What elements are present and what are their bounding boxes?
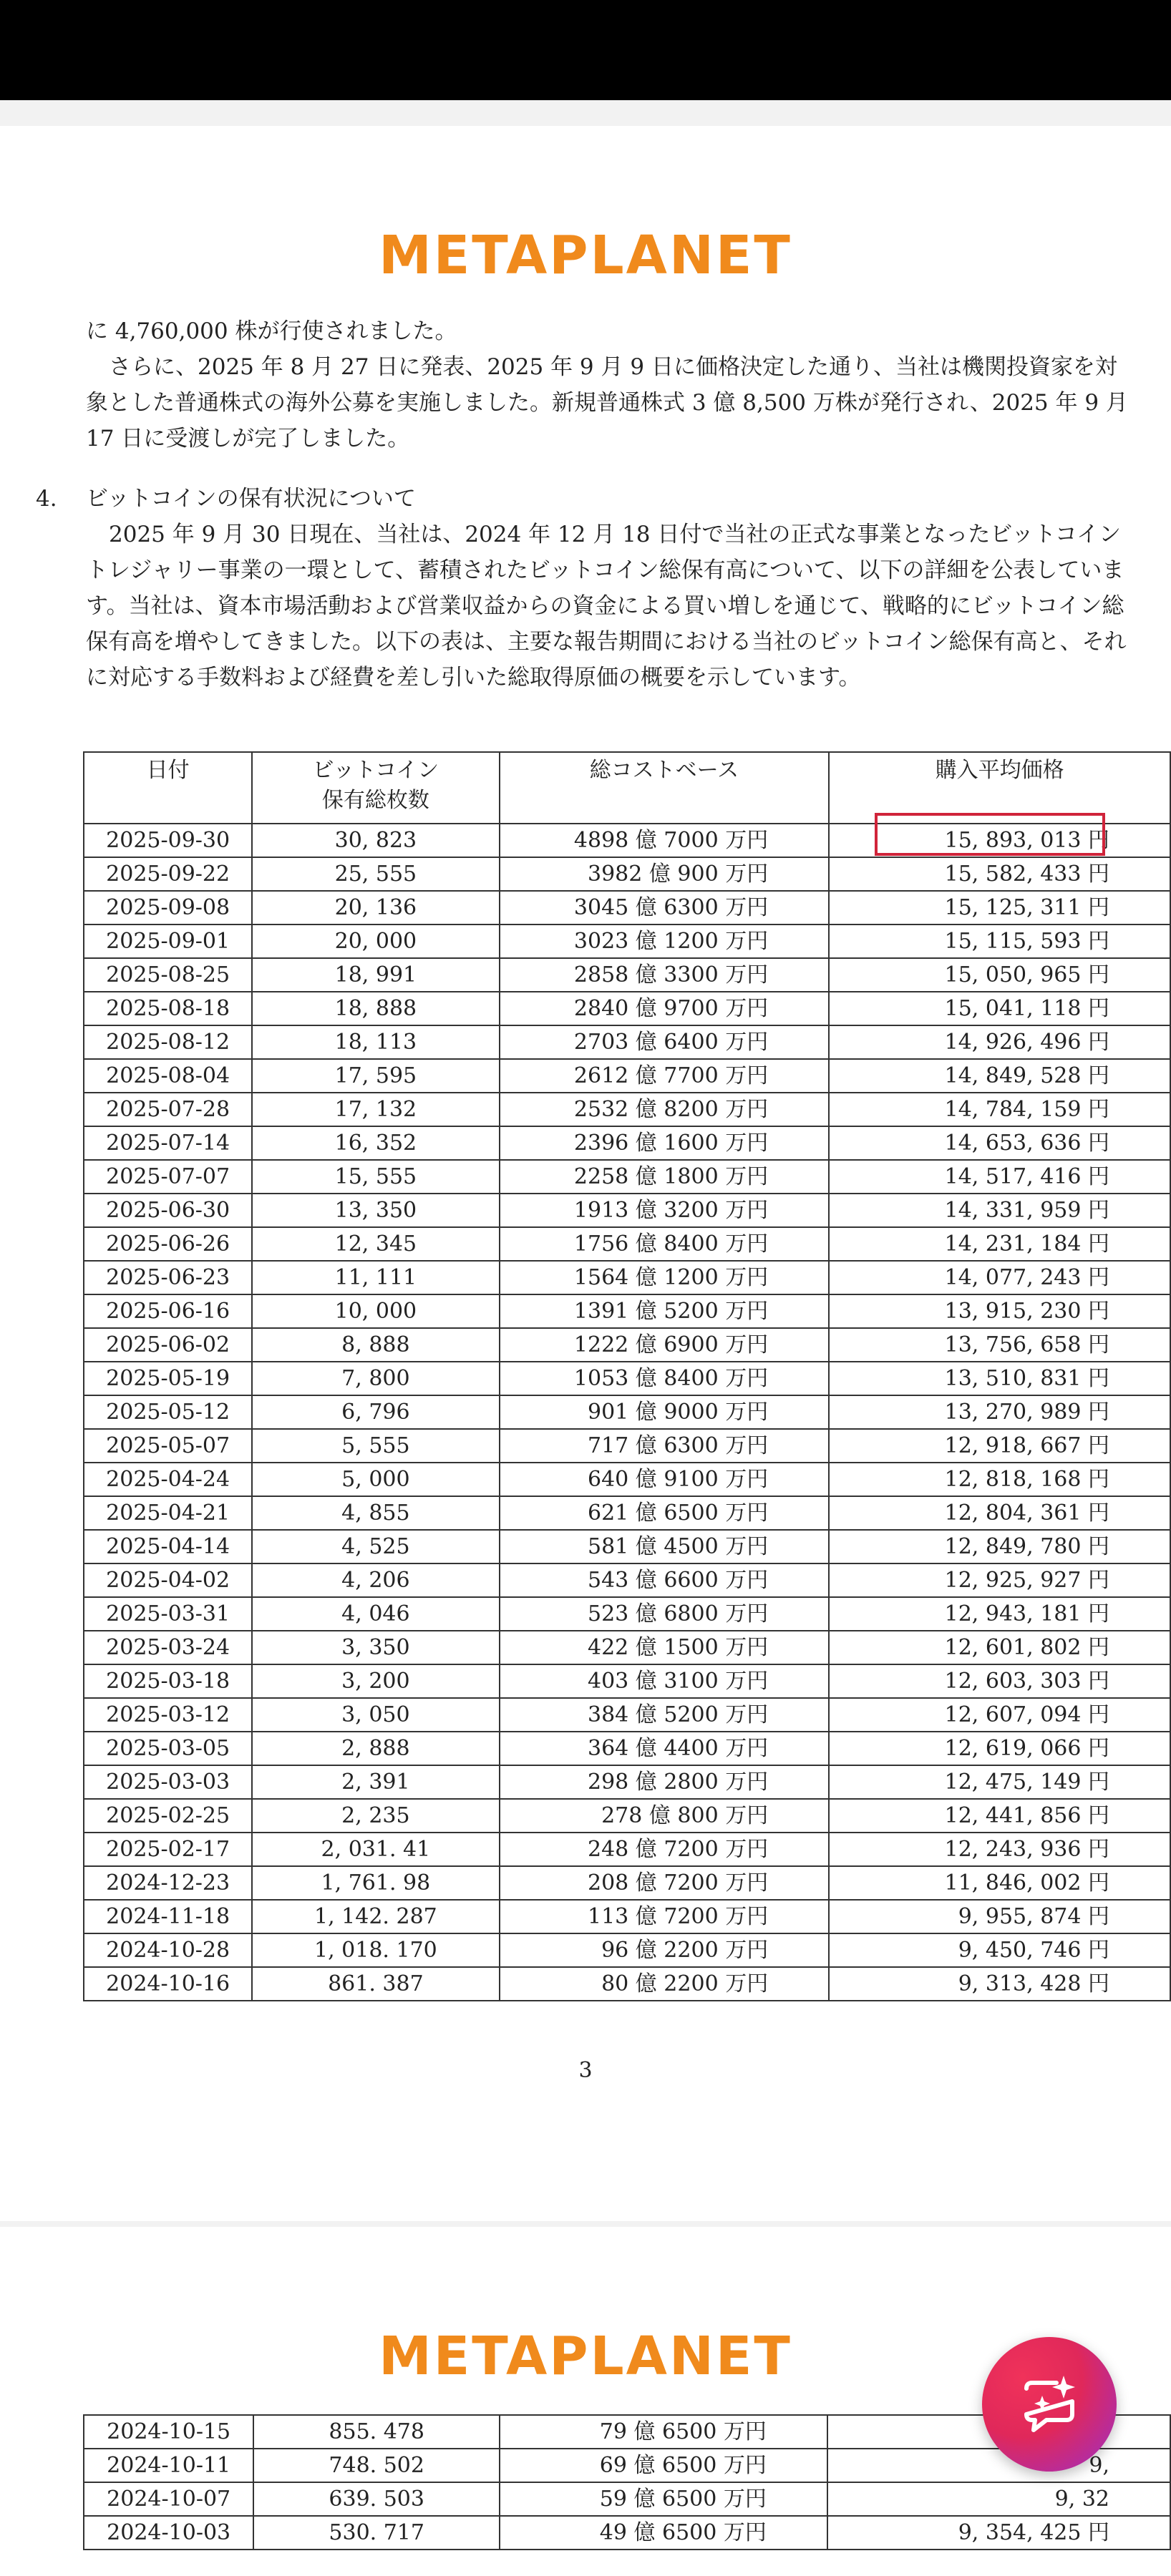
table-row [84, 1294, 1170, 1328]
cell-btc-holdings: 8, 888 [252, 1328, 499, 1362]
table-header-row [84, 752, 1170, 824]
cell-date: 2024-10-16 [84, 1967, 252, 2001]
sparkle-chat-icon [1014, 2368, 1085, 2440]
cell-cost-basis: 2396 億 1600 万円 [500, 1126, 830, 1160]
cell-average-price: 13, 510, 831 円 [829, 1362, 1170, 1395]
cell-btc-holdings: 3, 200 [252, 1664, 499, 1698]
table-row [84, 1261, 1170, 1294]
cell-cost-basis: 1756 億 8400 万円 [500, 1227, 830, 1261]
cell-date: 2025-09-08 [84, 891, 252, 924]
cell-date: 2025-03-12 [84, 1698, 252, 1732]
cell-average-price: 9, 450, 746 円 [829, 1933, 1170, 1967]
cell-average-price: 12, 475, 149 円 [829, 1765, 1170, 1799]
table-row [84, 1631, 1170, 1664]
table-row [84, 1530, 1170, 1563]
cell-average-price: 12, 925, 927 円 [829, 1563, 1170, 1597]
cell-btc-holdings: 20, 136 [252, 891, 499, 924]
table-row [84, 1900, 1170, 1933]
section-title: ビットコインの保有状況について [86, 486, 416, 512]
table-row [84, 1362, 1170, 1395]
cell-btc-holdings: 6, 796 [252, 1395, 499, 1429]
cell-average-price: 12, 243, 936 円 [829, 1833, 1170, 1866]
table-row [84, 1833, 1170, 1866]
cell-cost-basis: 581 億 4500 万円 [500, 1530, 830, 1563]
cell-average-price: 15, 582, 433 円 [829, 857, 1170, 891]
cell-btc-holdings: 18, 991 [252, 958, 499, 992]
cell-cost-basis: 2612 億 7700 万円 [500, 1059, 830, 1093]
cell-average-price: 15, 115, 593 円 [829, 924, 1170, 958]
holdings-paragraph: 2025 年 9 月 30 日現在、当社は、2024 年 12 月 18 日付で当社の正式な事業となったビットコイントレジャリー事業の一環として、蓄積されたビットコイン総保有高について、以下の詳細を公表しています。当社は、資本市場活動および営業収益からの資金による買い増しを通じて、戦略的にビットコイン総保有高を増やしてきました。以下の表は、主要な報告期間における当社のビットコイン総保有高と、それに対応する手数料および経費を差し引いた総取得原価の概要を示しています。 [86, 522, 1127, 691]
table-row [84, 1799, 1170, 1833]
cell-btc-holdings: 3, 350 [252, 1631, 499, 1664]
cell-cost-basis: 113 億 7200 万円 [500, 1900, 830, 1933]
cell-cost-basis: 96 億 2200 万円 [500, 1933, 830, 1967]
cell-btc-holdings: 7, 800 [252, 1362, 499, 1395]
cell-average-price: 12, 804, 361 円 [829, 1496, 1170, 1530]
cell-btc-holdings: 1, 018. 170 [252, 1933, 499, 1967]
cell-average-price: 11, 846, 002 円 [829, 1866, 1170, 1900]
cell-btc-holdings: 2, 235 [252, 1799, 499, 1833]
cell-average-price: 12, 441, 856 円 [829, 1799, 1170, 1833]
cell-average-price: 15, 050, 965 円 [829, 958, 1170, 992]
bitcoin-holdings-table [83, 751, 1171, 2001]
cell-date: 2025-06-26 [84, 1227, 252, 1261]
cell-cost-basis: 80 億 2200 万円 [500, 1967, 830, 2001]
cell-cost-basis: 1391 億 5200 万円 [500, 1294, 830, 1328]
table-row [84, 1463, 1170, 1496]
cell-date: 2025-03-03 [84, 1765, 252, 1799]
cell-average-price: 9, 955, 874 円 [829, 1900, 1170, 1933]
cell-average-price: 9, [827, 2449, 1170, 2482]
cell-average-price: 12, 849, 780 円 [829, 1530, 1170, 1563]
cell-date: 2024-10-03 [84, 2516, 253, 2550]
table-row [84, 924, 1170, 958]
cell-date: 2025-03-05 [84, 1732, 252, 1765]
cell-average-price: 15, 893, 013 円 [829, 824, 1170, 857]
cell-btc-holdings: 4, 046 [252, 1597, 499, 1631]
cell-cost-basis: 3982 億 900 万円 [500, 857, 830, 891]
cell-btc-holdings: 30, 823 [252, 824, 499, 857]
metaplanet-logo-page4: METAPLANET [379, 2326, 792, 2387]
cell-average-price: 14, 517, 416 円 [829, 1160, 1170, 1194]
cell-btc-holdings: 15, 555 [252, 1160, 499, 1194]
cell-average-price: 15, 041, 118 円 [829, 992, 1170, 1025]
cell-average-price: 9, 32 [827, 2482, 1170, 2516]
metaplanet-logo: METAPLANET [379, 225, 792, 286]
cell-date: 2025-08-04 [84, 1059, 252, 1093]
cell-cost-basis: 2858 億 3300 万円 [500, 958, 830, 992]
cell-cost-basis: 1913 億 3200 万円 [500, 1194, 830, 1227]
table-row [84, 1732, 1170, 1765]
cell-cost-basis: 640 億 9100 万円 [500, 1463, 830, 1496]
cell-btc-holdings: 16, 352 [252, 1126, 499, 1160]
cell-date: 2025-09-30 [84, 824, 252, 857]
table-row [84, 1126, 1170, 1160]
cell-date: 2025-03-24 [84, 1631, 252, 1664]
cell-average-price: 15, 125, 311 円 [829, 891, 1170, 924]
cell-btc-holdings: 13, 350 [252, 1194, 499, 1227]
table-row [84, 1160, 1170, 1194]
cell-date: 2024-11-18 [84, 1900, 252, 1933]
cell-btc-holdings: 10, 000 [252, 1294, 499, 1328]
table-row [84, 1025, 1170, 1059]
cell-btc-holdings: 2, 888 [252, 1732, 499, 1765]
table-row [84, 1227, 1170, 1261]
cell-date: 2025-04-21 [84, 1496, 252, 1530]
header-holdings-line1: ビットコイン [312, 758, 439, 783]
cell-cost-basis: 901 億 9000 万円 [500, 1395, 830, 1429]
header-holdings [252, 752, 499, 824]
cell-average-price: 12, 818, 168 円 [829, 1463, 1170, 1496]
cell-date: 2025-07-07 [84, 1160, 252, 1194]
cell-cost-basis: 1564 億 1200 万円 [500, 1261, 830, 1294]
cell-cost-basis: 1053 億 8400 万円 [500, 1362, 830, 1395]
cell-cost-basis: 278 億 800 万円 [500, 1799, 830, 1833]
table-row [84, 1059, 1170, 1093]
cell-date: 2025-08-18 [84, 992, 252, 1025]
table-row [84, 1093, 1170, 1126]
cell-average-price: 13, 270, 989 円 [829, 1395, 1170, 1429]
cell-date: 2025-04-02 [84, 1563, 252, 1597]
header-cost-basis: 総コストベース [500, 752, 830, 824]
cell-average-price: 12, 607, 094 円 [829, 1698, 1170, 1732]
table-row [84, 1194, 1170, 1227]
cell-average-price: 14, 077, 243 円 [829, 1261, 1170, 1294]
cell-date: 2025-07-14 [84, 1126, 252, 1160]
table-row [84, 1563, 1170, 1597]
table-row [84, 992, 1170, 1025]
cell-cost-basis: 2840 億 9700 万円 [500, 992, 830, 1025]
cell-cost-basis: 2532 億 8200 万円 [500, 1093, 830, 1126]
cell-btc-holdings: 861. 387 [252, 1967, 499, 2001]
cell-average-price: 9, 313, 428 円 [829, 1967, 1170, 2001]
cell-date: 2025-05-07 [84, 1429, 252, 1463]
cell-btc-holdings: 2, 031. 41 [252, 1833, 499, 1866]
table-row [84, 1698, 1170, 1732]
cell-btc-holdings: 3, 050 [252, 1698, 499, 1732]
cell-btc-holdings: 12, 345 [252, 1227, 499, 1261]
cell-btc-holdings: 1, 142. 287 [252, 1900, 499, 1933]
cell-date: 2025-09-22 [84, 857, 252, 891]
cell-date: 2025-02-17 [84, 1833, 252, 1866]
cell-average-price: 12, 603, 303 円 [829, 1664, 1170, 1698]
cell-date: 2024-10-28 [84, 1933, 252, 1967]
table-row [84, 2482, 1170, 2516]
table-row [84, 1328, 1170, 1362]
cell-average-price: 14, 331, 959 円 [829, 1194, 1170, 1227]
cell-average-price: 14, 926, 496 円 [829, 1025, 1170, 1059]
table-row [84, 1429, 1170, 1463]
cell-btc-holdings: 748. 502 [253, 2449, 500, 2482]
cell-date: 2025-03-18 [84, 1664, 252, 1698]
cell-date: 2025-04-24 [84, 1463, 252, 1496]
cell-cost-basis: 543 億 6600 万円 [500, 1563, 830, 1597]
cell-date: 2025-07-28 [84, 1093, 252, 1126]
cell-average-price: 14, 231, 184 円 [829, 1227, 1170, 1261]
cell-cost-basis: 59 億 6500 万円 [500, 2482, 827, 2516]
table-row [84, 1496, 1170, 1530]
table-row [84, 1765, 1170, 1799]
cell-average-price: 12, 918, 667 円 [829, 1429, 1170, 1463]
table-row [84, 1967, 1170, 2001]
cell-date: 2024-10-11 [84, 2449, 253, 2482]
cell-average-price: 12, 943, 181 円 [829, 1597, 1170, 1631]
cell-date: 2025-08-12 [84, 1025, 252, 1059]
header-holdings-line2: 保有総枚数 [321, 788, 429, 813]
cell-cost-basis: 403 億 3100 万円 [500, 1664, 830, 1698]
cell-cost-basis: 298 億 2800 万円 [500, 1765, 830, 1799]
table-row [84, 1933, 1170, 1967]
cell-date: 2024-10-07 [84, 2482, 253, 2516]
cell-cost-basis: 3023 億 1200 万円 [500, 924, 830, 958]
cell-btc-holdings: 5, 000 [252, 1463, 499, 1496]
cell-date: 2025-03-31 [84, 1597, 252, 1631]
cell-cost-basis: 4898 億 7000 万円 [500, 824, 830, 857]
section-number: 4. [36, 486, 57, 512]
cell-cost-basis: 523 億 6800 万円 [500, 1597, 830, 1631]
cell-cost-basis: 79 億 6500 万円 [500, 2415, 827, 2449]
cell-btc-holdings: 4, 855 [252, 1496, 499, 1530]
page-number: 3 [578, 2058, 593, 2083]
cell-btc-holdings: 639. 503 [253, 2482, 500, 2516]
cell-btc-holdings: 1, 761. 98 [252, 1866, 499, 1900]
cell-date: 2025-06-16 [84, 1294, 252, 1328]
cell-average-price: 13, 915, 230 円 [829, 1294, 1170, 1328]
cell-btc-holdings: 5, 555 [252, 1429, 499, 1463]
cell-cost-basis: 384 億 5200 万円 [500, 1698, 830, 1732]
table-row [84, 1664, 1170, 1698]
table-row [84, 958, 1170, 992]
table-body [84, 824, 1170, 2001]
cell-btc-holdings: 4, 206 [252, 1563, 499, 1597]
cell-date: 2025-08-25 [84, 958, 252, 992]
cell-date: 2025-05-19 [84, 1362, 252, 1395]
cell-cost-basis: 422 億 1500 万円 [500, 1631, 830, 1664]
cell-btc-holdings: 855. 478 [253, 2415, 500, 2449]
cell-cost-basis: 717 億 6300 万円 [500, 1429, 830, 1463]
cell-date: 2025-04-14 [84, 1530, 252, 1563]
cell-average-price: 12, 601, 802 円 [829, 1631, 1170, 1664]
table-row [84, 2516, 1170, 2550]
cell-cost-basis: 69 億 6500 万円 [500, 2449, 827, 2482]
table-row [84, 1395, 1170, 1429]
cell-cost-basis: 2703 億 6400 万円 [500, 1025, 830, 1059]
cell-date: 2025-09-01 [84, 924, 252, 958]
cell-average-price: 12, 619, 066 円 [829, 1732, 1170, 1765]
cell-cost-basis: 208 億 7200 万円 [500, 1866, 830, 1900]
cell-date: 2025-02-25 [84, 1799, 252, 1833]
cell-cost-basis: 1222 億 6900 万円 [500, 1328, 830, 1362]
cell-cost-basis: 248 億 7200 万円 [500, 1833, 830, 1866]
cell-average-price: 14, 784, 159 円 [829, 1093, 1170, 1126]
cell-date: 2025-05-12 [84, 1395, 252, 1429]
cell-average-price: 14, 653, 636 円 [829, 1126, 1170, 1160]
cell-btc-holdings: 25, 555 [252, 857, 499, 891]
cell-cost-basis: 621 億 6500 万円 [500, 1496, 830, 1530]
table-row [84, 857, 1170, 891]
cell-date: 2024-10-15 [84, 2415, 253, 2449]
table-row [84, 891, 1170, 924]
cell-date: 2024-12-23 [84, 1866, 252, 1900]
cell-cost-basis: 2258 億 1800 万円 [500, 1160, 830, 1194]
offering-paragraph: さらに、2025 年 8 月 27 日に発表、2025 年 9 月 9 日に価格決定した通り、当社は機関投資家を対象とした普通株式の海外公募を実施しました。新規普通株式 3 億 8,500 万株が発行され、2025 年 9 月 17 日に受渡しが完了しました。 [86, 354, 1128, 452]
ai-chat-button[interactable] [982, 2337, 1117, 2472]
table-row [84, 1597, 1170, 1631]
cell-btc-holdings: 17, 595 [252, 1059, 499, 1093]
section-heading [36, 481, 416, 517]
document-page-3 [0, 126, 1171, 2221]
cell-btc-holdings: 17, 132 [252, 1093, 499, 1126]
cell-cost-basis: 364 億 4400 万円 [500, 1732, 830, 1765]
table-row [84, 1866, 1170, 1900]
cell-date: 2025-06-30 [84, 1194, 252, 1227]
cell-date: 2025-06-23 [84, 1261, 252, 1294]
cell-btc-holdings: 530. 717 [253, 2516, 500, 2550]
header-average-price: 購入平均価格 [829, 752, 1170, 824]
cell-btc-holdings: 2, 391 [252, 1765, 499, 1799]
table-row [84, 824, 1170, 857]
top-status-bar [0, 0, 1171, 100]
cell-cost-basis: 3045 億 6300 万円 [500, 891, 830, 924]
cell-btc-holdings: 4, 525 [252, 1530, 499, 1563]
cell-cost-basis: 49 億 6500 万円 [500, 2516, 827, 2550]
cell-date: 2025-06-02 [84, 1328, 252, 1362]
cell-average-price: 13, 756, 658 円 [829, 1328, 1170, 1362]
continued-paragraph: に 4,760,000 株が行使されました。 [86, 318, 457, 344]
header-date: 日付 [84, 752, 252, 824]
cell-btc-holdings: 18, 113 [252, 1025, 499, 1059]
cell-average-price: 14, 849, 528 円 [829, 1059, 1170, 1093]
cell-average-price: 9, 354, 425 円 [827, 2516, 1170, 2550]
cell-btc-holdings: 20, 000 [252, 924, 499, 958]
cell-btc-holdings: 18, 888 [252, 992, 499, 1025]
cell-btc-holdings: 11, 111 [252, 1261, 499, 1294]
